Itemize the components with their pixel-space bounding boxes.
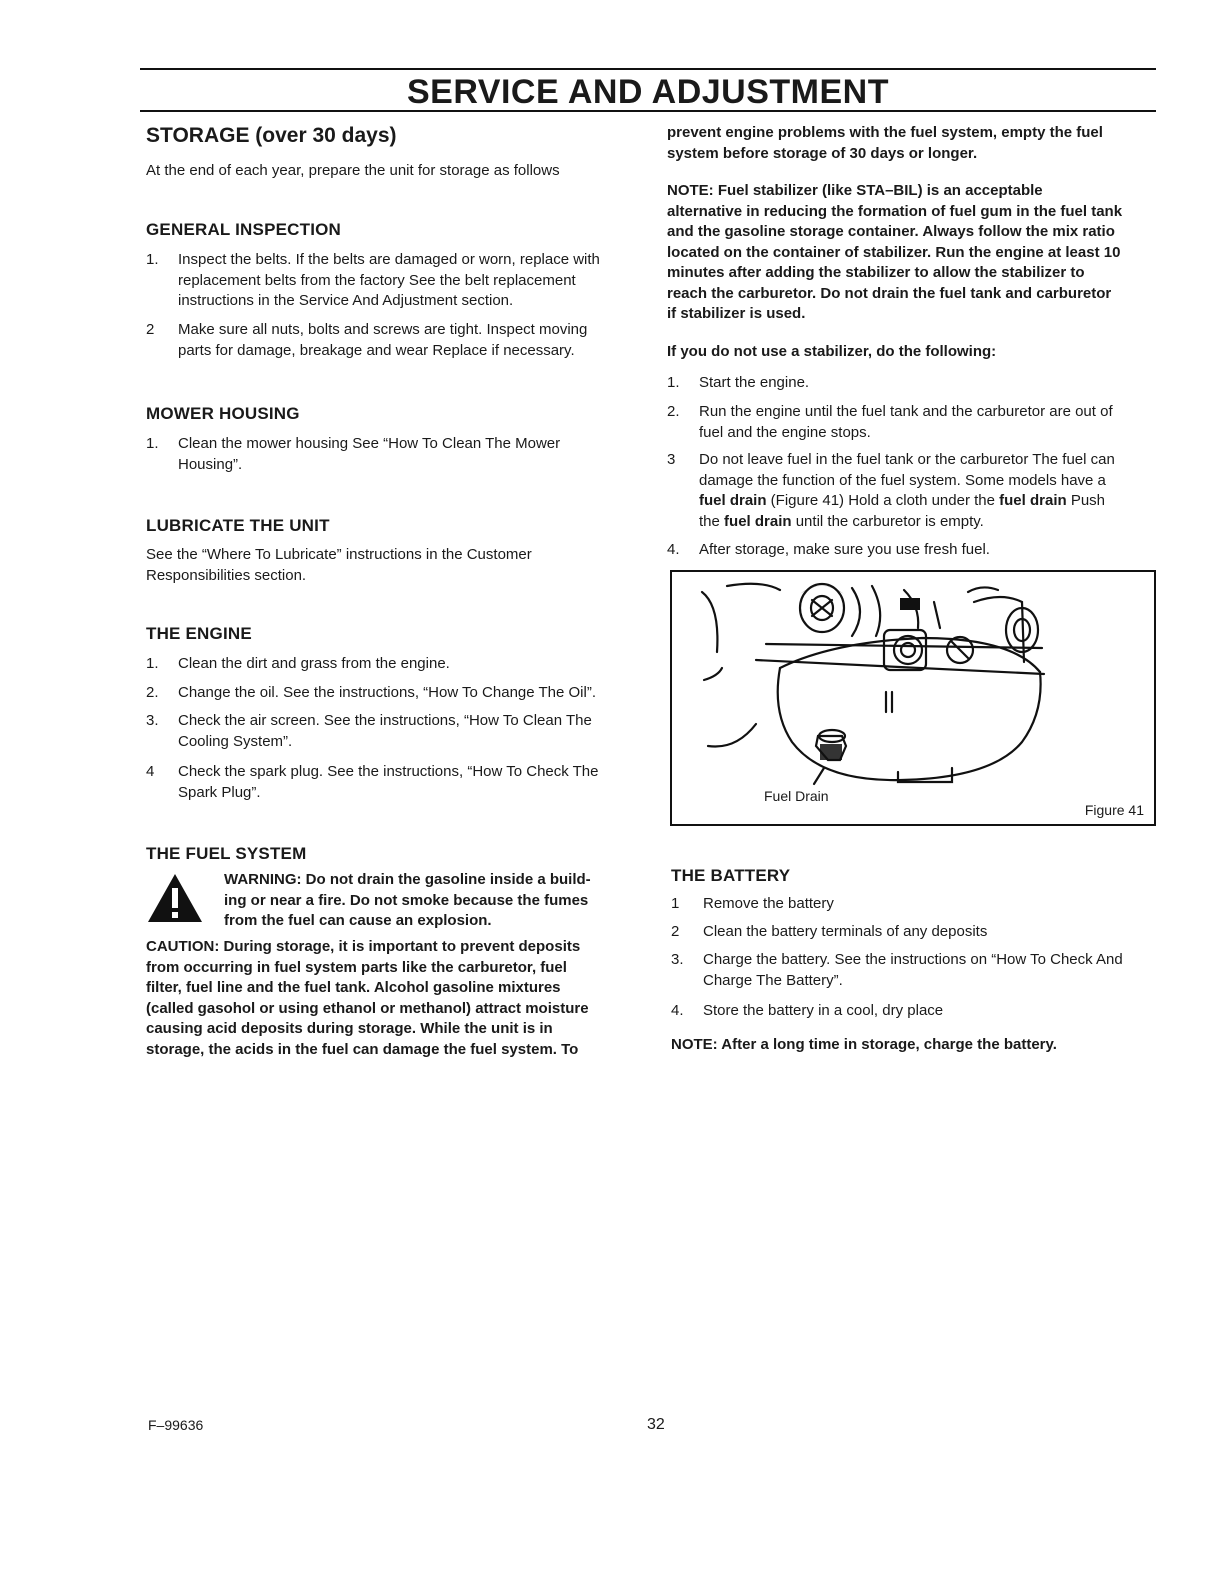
list-number: 1 — [671, 895, 680, 912]
title-underline — [140, 110, 1156, 112]
list-line: fuel and the engine stops. — [699, 423, 871, 441]
list-number: 3 — [667, 451, 676, 468]
fuel-drain-term: fuel drain — [724, 512, 792, 530]
list-number: 2 — [146, 321, 155, 338]
list-line: Check the air screen. See the instructions, “How To Clean The — [178, 712, 592, 729]
text-line: alternative in reducing the formation of fuel gum in the fuel tank — [667, 202, 1123, 220]
list-line: Cooling System”. — [178, 732, 293, 750]
list-item — [146, 250, 636, 314]
list-number: 2. — [667, 403, 680, 420]
list-line: Clean the mower housing See “How To Clean The Mower — [178, 435, 561, 452]
list-line: Make sure all nuts, bolts and screws are tight. Inspect moving — [178, 321, 588, 338]
list-number: 4 — [146, 763, 155, 780]
list-line: Remove the battery — [703, 895, 834, 912]
list-line: Charge The Battery”. — [703, 971, 843, 989]
list-line: Change the oil. See the instructions, “How To Change The Oil”. — [178, 684, 597, 701]
list-item — [671, 950, 1161, 992]
list-item — [146, 654, 636, 676]
document-number: F–99636 — [148, 1417, 204, 1433]
list-line: Charge the battery. See the instructions on “How To Check And — [703, 951, 1123, 968]
list-line: parts for damage, breakage and wear Replace if necessary. — [178, 341, 575, 359]
text-line: (called gasohol or using ethanol or methanol) attract moisture — [146, 999, 589, 1017]
list-line: Do not leave fuel in the fuel tank or the carburetor The fuel can — [699, 451, 1115, 468]
list-line: instructions in the Service And Adjustment section. — [178, 292, 514, 309]
fuel-drain-term: fuel drain — [999, 492, 1067, 509]
storage-intro: At the end of each year, prepare the unit for storage as follows — [146, 162, 560, 179]
list-number: 1. — [146, 435, 159, 452]
list-line: fuel drain (Figure 41) Hold a cloth under the fuel drain Push — [699, 492, 1106, 509]
engine-heading: THE ENGINE — [146, 624, 252, 643]
text-line: ing or near a fire. Do not smoke because the fumes — [224, 891, 589, 909]
storage-heading: STORAGE (over 30 days) — [146, 124, 397, 147]
text-line: reach the carburetor. Do not drain the fuel tank and carburetor — [667, 284, 1112, 302]
list-item — [667, 373, 1157, 395]
text-line: storage, the acids in the fuel can damage the fuel system. To — [146, 1040, 579, 1058]
list-item — [667, 450, 1157, 534]
list-number: 1. — [146, 655, 159, 672]
list-number: 1. — [667, 374, 680, 391]
fuel-continued — [667, 123, 1157, 164]
list-number: 2 — [671, 923, 680, 940]
list-line: Check the spark plug. See the instructions, “How To Check The — [178, 763, 599, 780]
list-line: Clean the battery terminals of any deposits — [703, 923, 988, 940]
no-stabilizer-heading: If you do not use a stabilizer, do the following: — [667, 343, 997, 360]
text-line: if stabilizer is used. — [667, 305, 806, 322]
list-line: Inspect the belts. If the belts are damaged or worn, replace with — [178, 251, 600, 268]
list-item — [146, 320, 636, 362]
fuel-system-heading: THE FUEL SYSTEM — [146, 844, 307, 863]
list-line: damage the function of the fuel system. Some models have a — [699, 471, 1106, 489]
fuel-drain-illustration — [672, 572, 1154, 824]
warning-icon — [146, 872, 204, 924]
page-number: 32 — [647, 1416, 665, 1433]
fuel-warning — [224, 870, 644, 932]
text-line: See the “Where To Lubricate” instructions in the Customer — [146, 546, 532, 563]
list-item — [146, 711, 636, 753]
fuel-caution — [146, 937, 646, 1060]
list-number: 3. — [671, 951, 684, 968]
text-line: and the gasoline storage container. Always follow the mix ratio — [667, 223, 1115, 240]
text-line: NOTE: Fuel stabilizer (like STA–BIL) is an acceptable — [667, 182, 1043, 199]
battery-note: NOTE: After a long time in storage, charge the battery. — [671, 1036, 1057, 1053]
list-item — [671, 922, 1161, 944]
text-line: minutes after adding the stabilizer to allow the stabilizer to — [667, 264, 1085, 281]
figure-caption: Figure 41 — [1084, 802, 1144, 818]
list-line: Start the engine. — [699, 374, 810, 391]
list-line: Spark Plug”. — [178, 783, 261, 801]
general-inspection-heading: GENERAL INSPECTION — [146, 220, 342, 239]
figure-41 — [670, 570, 1156, 826]
fuel-drain-callout: Fuel Drain — [764, 788, 829, 804]
list-line: Clean the dirt and grass from the engine. — [178, 655, 450, 672]
text-line: located on the container of stabilizer. Run the engine at least 10 — [667, 243, 1121, 261]
list-line: After storage, make sure you use fresh fuel. — [699, 541, 990, 558]
text-line: causing acid deposits during storage. While the unit is in — [146, 1020, 553, 1037]
list-number: 3. — [146, 712, 159, 729]
lubricate-heading: LUBRICATE THE UNIT — [146, 516, 330, 535]
list-number: 2. — [146, 684, 159, 701]
list-number: 1. — [146, 251, 159, 268]
text-line: WARNING: Do not drain the gasoline inside a build- — [224, 871, 591, 888]
list-number: 4. — [667, 541, 680, 558]
fuel-drain-term: fuel drain — [699, 492, 767, 509]
text-line: filter, fuel line and the fuel tank. Alcohol gasoline mixtures — [146, 979, 561, 996]
list-line: replacement belts from the factory See the belt replacement — [178, 271, 576, 289]
list-item — [667, 540, 1157, 562]
list-line: Store the battery in a cool, dry place — [703, 1002, 944, 1019]
list-line: the fuel drain until the carburetor is empty. — [699, 512, 984, 530]
text-line: from occurring in fuel system parts like the carburetor, fuel — [146, 958, 567, 976]
list-item — [146, 683, 636, 705]
list-line: Housing”. — [178, 455, 243, 473]
stabilizer-note — [667, 181, 1157, 325]
list-number: 4. — [671, 1002, 684, 1019]
text-line: Responsibilities section. — [146, 566, 307, 584]
text-line: CAUTION: During storage, it is important to prevent deposits — [146, 938, 581, 955]
list-item — [671, 1001, 1161, 1023]
list-item — [146, 434, 636, 476]
list-item — [667, 402, 1157, 444]
text-line: prevent engine problems with the fuel system, empty the fuel — [667, 124, 1103, 141]
list-item — [671, 894, 1161, 916]
text-line: from the fuel can cause an explosion. — [224, 912, 492, 929]
text-line: system before storage of 30 days or longer. — [667, 144, 978, 162]
top-rule — [140, 68, 1156, 70]
list-line: Run the engine until the fuel tank and the carburetor are out of — [699, 403, 1113, 420]
lubricate-text — [146, 545, 636, 586]
page-title: SERVICE AND ADJUSTMENT — [406, 73, 890, 111]
battery-heading: THE BATTERY — [671, 866, 791, 885]
mower-housing-heading: MOWER HOUSING — [146, 404, 300, 423]
list-item — [146, 762, 636, 804]
